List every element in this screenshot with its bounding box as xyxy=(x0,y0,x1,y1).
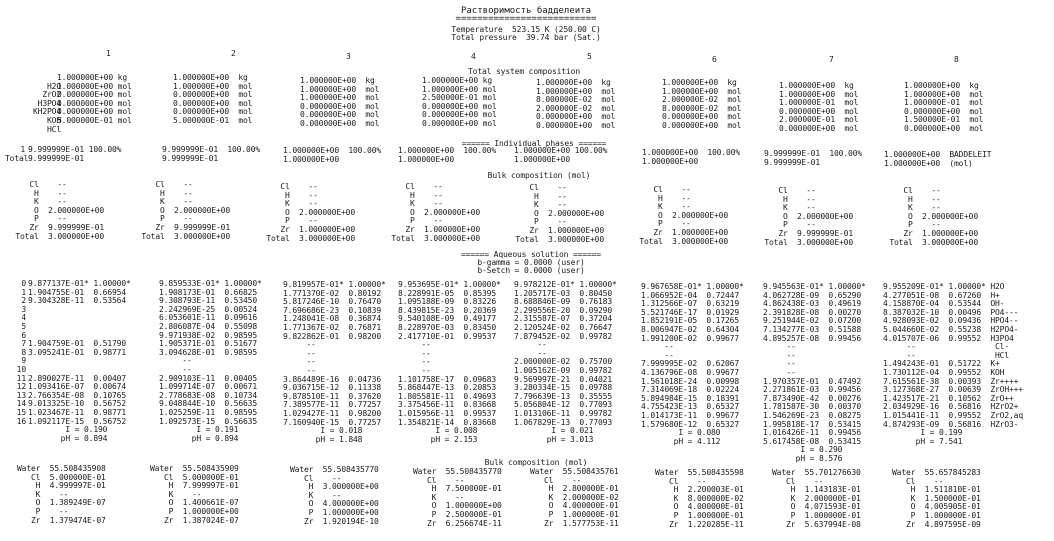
bulk-title: Bulk composition (mol) xyxy=(487,171,591,180)
species-index: 0 1 2 3 4 5 6 7 8 9 10 11 12 13 14 15 16 xyxy=(16,279,26,426)
bulk-column-4: Cl -- H -- K -- O 2.000000E+00 P -- Zr 1.000000E+00 Total 3.000000E+00 xyxy=(391,182,480,243)
aqueous-column-5: 9.978212E-01* 1.00000* 1.205717E-03 0.80450 8.688846E-09 0.76183 2.299556E-20 0.09290 2.315587E-07 0.37204 2.120524E-02 0.76647 7.879452E-02 0.99782 -- -- 2.000000E-02 0.75700 1.005162E-09 0.99782 9.569997E-21 0.04021 3.280334E-15 0.09788 7.796639E-13 0.35555 5.056804E-12 0.77093 1.013106E-11 0.99782 1.067829E-13 0.77093 I = 0.021 pH = 3.013 xyxy=(514,280,617,444)
composition-column-5: 1.000000E+00 kg 1.000000E+00 mol 8.000000E-02 mol 2.000000E-02 mol 0.000000E+00 mol 0.000000E+00 mol xyxy=(536,78,616,130)
composition-column-7: 1.000000E+00 kg 1.000000E+00 mol 1.000000E-01 mol 0.000000E+00 mol 2.000000E-01 mol 0.000000E+00 mol xyxy=(779,81,859,133)
column-number: 4 xyxy=(471,52,476,61)
water-column-5: Water 55.508435761 Cl -- H 2.800000E-01 K 2.000000E-02 O 4.000000E-01 P 1.000000E-01 Zr 1.577753E-11 xyxy=(530,467,619,528)
bulk-column-5: Cl -- H -- K -- O 2.000000E+00 P -- Zr 1.000000E+00 Total 3.000000E+00 xyxy=(515,183,604,244)
phase-column-8: 1.000000E+00 BADDELEIT 1.000000E+00 (mol) xyxy=(884,150,992,168)
aqueous-column-4: 9.953695E-01* 1.00000* 8.228991E-05 0.85395 1.095188E-09 0.83226 8.439815E-23 0.20369 9.540108E-09 0.49177 8.228970E-03 0.83450 2.417710E-01 0.99537 -- -- -- -- 1.101758E-17 0.09683 5.868447E-13 0.20853 1.805581E-11 0.49693 3.375456E-11 0.83668 1.015956E-11 0.99537 1.354821E-14 0.83668 I = 0.008 pH = 2.153 xyxy=(398,280,501,444)
bulk-column-8: Cl -- H -- K -- O 2.000000E+00 P -- Zr 1.000000E+00 Total 3.000000E+00 xyxy=(889,186,978,247)
water-column-1: Water 55.508435908 Cl 5.000000E-01 H 4.999997E-01 K -- O 1.389249E-07 P -- Zr 1.379474E-07 xyxy=(17,464,106,525)
phase-row-labels: 1 Total xyxy=(5,145,29,163)
bulk-column-6: Cl -- H -- K -- O 2.000000E+00 P -- Zr 1.000000E+00 Total 3.000000E+00 xyxy=(639,185,728,246)
bulk-column-7: Cl -- H -- K -- O 2.000000E+00 P -- Zr 9.999999E-01 Total 3.000000E+00 xyxy=(764,186,853,247)
aqueous-column-3: 9.819957E-01* 1.00000* 1.771370E-02 0.80192 5.817246E-10 0.76470 7.696686E-23 0.10839 1.248041E-08 0.36874 1.771367E-02 0.76871 9.822862E-01 0.98200 -- -- -- -- 3.864489E-16 0.04736 9.036715E-12 0.11338 9.878510E-11 0.37620 7.389577E-11 0.77257 1.029427E-11 0.98200 7.160940E-15 0.77257 I = 0.018 pH = 1.848 xyxy=(283,280,386,444)
column-number: 5 xyxy=(587,52,592,61)
component-label: H2O xyxy=(47,81,61,91)
composition-column-3: 1.000000E+00 kg 1.000000E+00 mol 1.000000E+00 mol 0.000000E+00 mol 0.000000E+00 mol 0.000000E+00 mol xyxy=(300,76,380,128)
water-column-7: Water 55.701276630 Cl -- H 1.143183E-01 K 2.000000E-01 O 4.071593E-01 P 1.000000E-01 Zr 5.637994E-08 xyxy=(772,468,861,529)
water-column-4: Water 55.508435770 Cl -- H 7.500000E-01 K -- O 1.000000E+00 P 2.500000E-01 Zr 6.256674E-11 xyxy=(413,467,502,528)
water-column-2: Water 55.508435909 Cl 5.000000E-01 H 7.999997E-01 K -- O 1.400661E-07 P 1.000000E+00 Zr 1.387024E-07 xyxy=(150,464,239,525)
solution-bulk-title: Bulk composition (mol) xyxy=(484,458,588,467)
phase-column-6: 1.000000E+00 100.00% 1.000000E+00 xyxy=(642,148,740,166)
b-setch-line: b-Setch = 0.0000 (user) xyxy=(477,266,585,275)
column-number: 2 xyxy=(231,49,236,58)
bulk-column-1: Cl -- H -- K -- O 2.000000E+00 P -- Zr 9.999999E-01 Total 3.000000E+00 xyxy=(15,180,104,241)
phase-column-5: 1.000000E+00 100.00% 1.000000E+00 xyxy=(514,146,608,164)
composition-column-1: 1.000000E+00 kg 1.000000E+00 mol 0.000000E+00 mol 0.000000E+00 mol 0.000000E+00 mol 5.000000E-01 mol xyxy=(57,73,132,125)
column-number: 1 xyxy=(106,49,111,58)
component-label: H3PO4 xyxy=(37,98,61,108)
aqueous-column-2: 9.859533E-01* 1.00000* 1.908173E-01 0.66825 9.308793E-11 0.53450 2.242969E-25 0.00524 6.053601E-11 0.09616 2.806087E-04 0.55098 9.971938E-02 0.98595 1.905371E-01 0.51677 3.094628E-01 0.98595 -- -- 2.909103E-11 0.00405 1.099714E-07 0.00671 2.778683E-08 0.10734 9.048844E-10 0.56635 1.025259E-11 0.98595 1.092573E-15 0.56635 I = 0.191 pH = 0.894 xyxy=(159,279,262,443)
phase-column-4: 1.000000E+00 100.00% 1.000000E+00 xyxy=(398,146,496,164)
aqueous-column-8: 9.955209E-01* 1.00000* H2O 4.277051E-08 0.67260 H+ 4.158870E-04 0.53544 OH- 8.387032E-10 0.00496 PO4--- 4.928093E-02 0.09436 HPO4-- 5.044660E-02 0.55238 H2PO4- 4.015707E-06 0.99552 H3PO4 -- Cl- -- HCl 1.494243E-01 0.51722 K+ 1.730112E-04 0.99552 KOH 7.615561E-38 0.00393 Zr++++ 3.127368E-27 0.00639 ZrOH+++ 1.423517E-21 0.10562 ZrO++ 2.034929E-16 0.56816 HZrO2+ 1.015441E-11 0.99552 ZrO2,aq 4.874293E-09 0.56816 HZrO3- I = 0.199 pH = 7.541 xyxy=(883,282,1023,446)
component-label: KOH xyxy=(47,115,61,125)
aqueous-column-6: 9.967658E-01* 1.00000* 1.066952E-04 0.72447 1.312566E-07 0.63219 5.521746E-17 0.01929 1.852191E-05 0.17265 8.006947E-02 0.64304 1.991200E-02 0.99677 -- -- 7.999995E-02 0.62067 4.136796E-08 0.99677 1.561018E-24 0.00998 7.314069E-18 0.02224 5.894984E-15 0.18391 4.755423E-13 0.65327 1.014173E-11 0.99677 1.579680E-12 0.65327 I = 0.080 pH = 4.112 xyxy=(641,282,744,446)
phase-column-3: 1.000000E+00 100.00% 1.000000E+00 xyxy=(283,146,381,164)
phase-column-1: 9.999999E-01 100.00% 9.999999E-01 xyxy=(28,145,122,163)
total-composition-title: Total system composition xyxy=(468,67,580,76)
water-column-8: Water 55.657845283 Cl -- H 1.511810E-01 K 1.500000E-01 O 4.005905E-01 P 1.000000E-01 Zr 4.897595E-09 xyxy=(892,468,981,529)
water-column-6: Water 55.508435598 Cl -- H 2.200003E-01 K 8.000000E-02 O 4.000000E-01 P 1.000000E-01 Zr 1.220285E-11 xyxy=(655,468,744,529)
component-label: ZrO2 xyxy=(42,90,61,100)
column-number: 3 xyxy=(346,52,351,61)
title-underline: ========================== xyxy=(455,14,597,24)
composition-column-4: 1.000000E+00 kg 1.000000E+00 mol 2.500000E-01 mol 0.000000E+00 mol 0.000000E+00 mol 0.000000E+00 mol xyxy=(422,76,497,128)
b-gamma-line: b-gamma = 0.0000 (user) xyxy=(477,258,585,267)
water-column-3: Water 55.508435770 Cl -- H 3.000000E+00 K -- O 4.000000E+00 P 1.000000E+00 Zr 1.920194E-10 xyxy=(290,465,379,526)
aqueous-column-7: 9.945563E-01* 1.00000* 4.062728E-09 0.65290 4.862438E-03 0.49619 2.391828E-08 0.00270 9.251944E-02 0.07200 7.134277E-03 0.51588 4.895257E-08 0.99456 -- -- -- -- 1.970357E-01 0.47492 2.271861E-03 0.99456 7.873490E-42 0.00276 1.781587E-30 0.00370 1.546269E-23 0.08275 1.995818E-17 0.53415 1.016426E-11 0.99456 5.617458E-08 0.53415 I = 0.290 pH = 8.576 xyxy=(763,282,866,463)
bulk-column-2: Cl -- H -- K -- O 2.000000E+00 P -- Zr 9.999999E-01 Total 3.000000E+00 xyxy=(141,180,230,241)
document-title: Растворимость бадделеита xyxy=(460,6,592,16)
phase-column-7: 9.999999E-01 100.00% 9.999999E-01 xyxy=(764,149,862,167)
composition-column-8: 1.000000E+00 kg 1.000000E+00 mol 1.000000E-01 mol 0.000000E+00 mol 1.500000E-01 mol 0.000000E+00 mol xyxy=(904,81,984,133)
column-number: 8 xyxy=(954,55,959,64)
aqueous-column-1: 9.877137E-01* 1.00000* 1.904755E-01 0.66954 9.304328E-11 0.53564 1.904759E-01 0.51790 3.095241E-01 0.98771 2.890027E-11 0.00407 1.093416E-07 0.00674 2.766354E-08 0.10765 9.013325E-10 0.56752 1.023467E-11 0.98771 1.092117E-15 0.56752 I = 0.190 pH = 0.894 xyxy=(28,279,131,443)
component-label: HCl xyxy=(47,124,61,134)
column-number: 6 xyxy=(712,55,717,64)
composition-column-6: 1.000000E+00 kg 1.000000E+00 mol 2.000000E-02 mol 8.000000E-02 mol 0.000000E+00 mol 0.000000E+00 mol xyxy=(662,78,742,130)
temperature-line: Temperature 523.15 K (250.00 C) xyxy=(451,25,601,34)
aqueous-title: ====== Aqueous solution ====== xyxy=(461,250,601,259)
phase-column-2: 9.999999E-01 100.00% 9.999999E-01 xyxy=(162,145,260,163)
component-label: KH2PO4 xyxy=(33,107,61,117)
pressure-line: Total pressure 39.74 bar (Sat.) xyxy=(451,33,601,42)
bulk-column-3: Cl -- H -- K -- O 2.000000E+00 P -- Zr 1.000000E+00 Total 3.000000E+00 xyxy=(266,182,355,243)
column-number: 7 xyxy=(829,55,834,64)
phases-title: ====== Individual phases ====== xyxy=(461,139,607,148)
composition-column-2: 1.000000E+00 kg 1.000000E+00 mol 0.000000E+00 mol 0.000000E+00 mol 0.000000E+00 mol 5.000000E-01 mol xyxy=(173,73,253,125)
